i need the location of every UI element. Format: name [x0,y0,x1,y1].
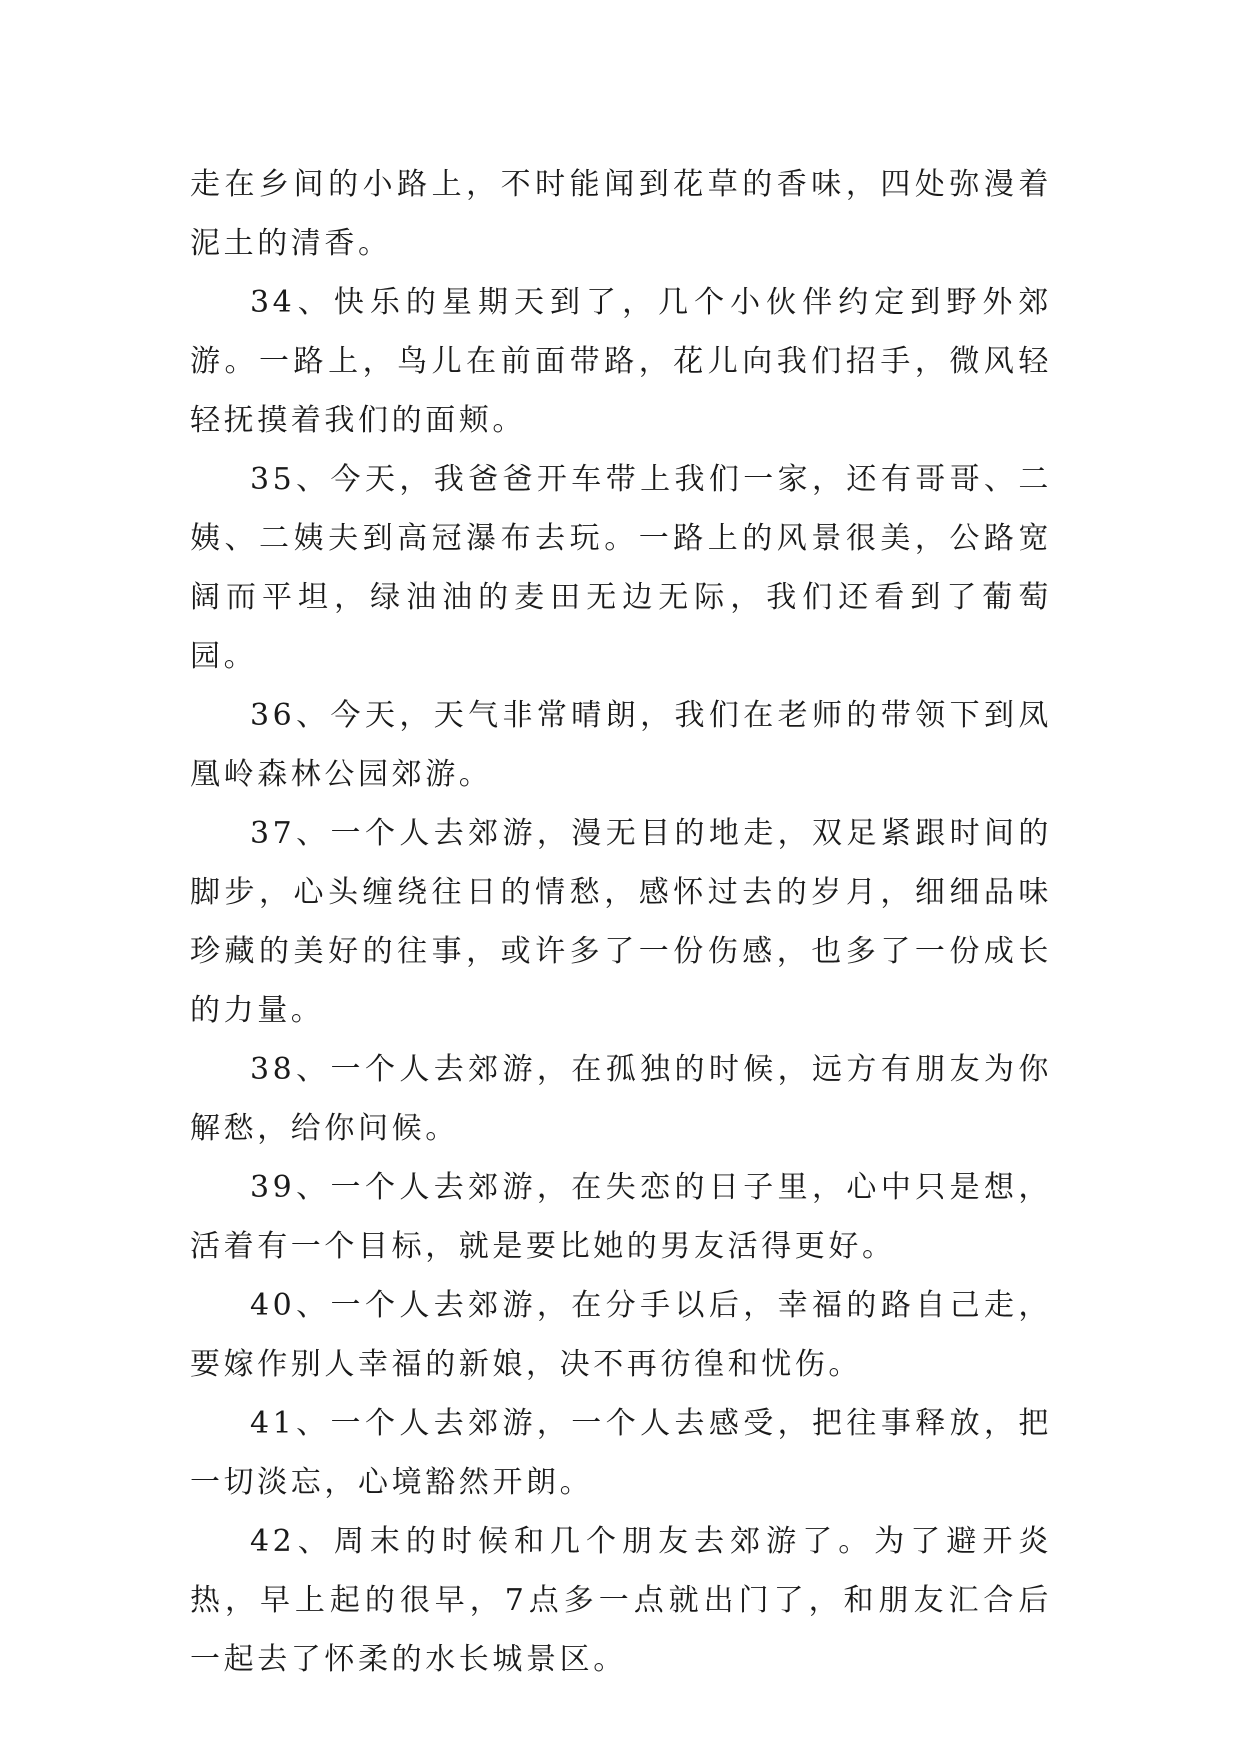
paragraph-39: 39、一个人去郊游，在失恋的日子里，心中只是想，活着有一个目标，就是要比她的男友活得更好。 [190,1170,1052,1264]
paragraph-42: 42、周末的时候和几个朋友去郊游了。为了避开炎热，早上起的很早，7点多一点就出门了，和朋友汇合后一起去了怀柔的水长城景区。 [190,1524,1052,1677]
paragraph-38: 38、一个人去郊游，在孤独的时候，远方有朋友为你解愁，给你问候。 [190,1052,1052,1146]
paragraph-35: 35、今天，我爸爸开车带上我们一家，还有哥哥、二姨、二姨夫到高冠瀑布去玩。一路上的风景很美，公路宽阔而平坦，绿油油的麦田无边无际，我们还看到了葡萄园。 [190,462,1052,674]
paragraph-40: 40、一个人去郊游，在分手以后，幸福的路自己走，要嫁作别人幸福的新娘，决不再彷徨和忧伤。 [190,1288,1052,1382]
document-body [190,155,1052,1689]
paragraph-36: 36、今天，天气非常晴朗，我们在老师的带领下到凤凰岭森林公园郊游。 [190,698,1052,792]
paragraph-41: 41、一个人去郊游，一个人去感受，把往事释放，把一切淡忘，心境豁然开朗。 [190,1406,1052,1500]
paragraph-34: 34、快乐的星期天到了，几个小伙伴约定到野外郊游。一路上，鸟儿在前面带路，花儿向我们招手，微风轻轻抚摸着我们的面颊。 [190,285,1052,438]
paragraph-37: 37、一个人去郊游，漫无目的地走，双足紧跟时间的脚步，心头缠绕往日的情愁，感怀过去的岁月，细细品味珍藏的美好的往事，或许多了一份伤感，也多了一份成长的力量。 [190,816,1052,1028]
paragraph-continuation: 走在乡间的小路上，不时能闻到花草的香味，四处弥漫着泥土的清香。 [190,167,1052,261]
